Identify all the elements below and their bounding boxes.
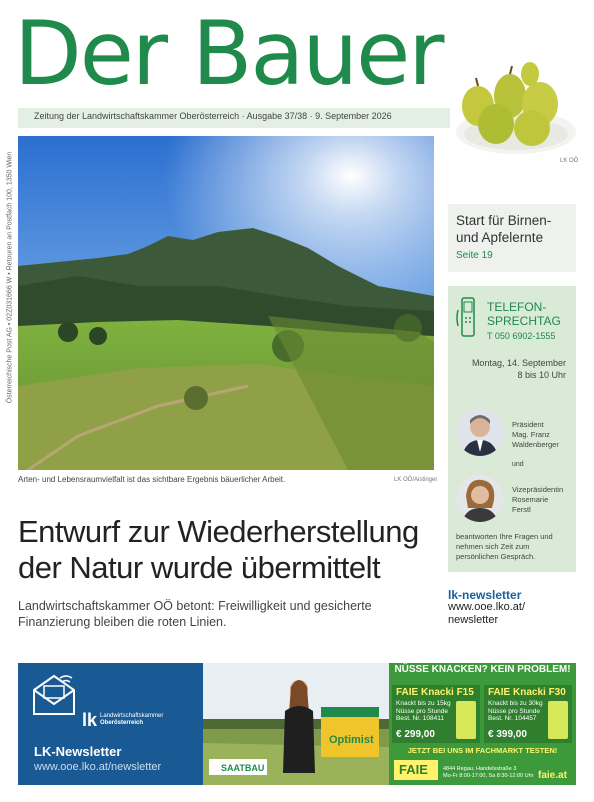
teaser-page-ref: Seite 19 — [456, 250, 493, 261]
product-name: FAIE Knacki F15 — [396, 687, 474, 698]
faie-cta[interactable]: JETZT BEI UNS IM FACHMARKT TESTEN! — [407, 746, 558, 755]
postal-note-text: Österreichische Post AG • 02Z031666 W • Retouren an Postfach 100, 1350 Wien — [6, 151, 14, 404]
faie-hours-line: Mo-Fr 8:00-17:00, Sa 8:30-12:00 Uhr — [443, 773, 534, 779]
person-line: Mag. Franz — [512, 430, 550, 439]
faie-logo — [394, 760, 438, 780]
newsletter-envelope-icon — [30, 672, 78, 718]
teaser-title — [456, 212, 551, 246]
avatar-vice-president — [456, 474, 504, 522]
pears-credit: LK OÖ — [560, 158, 579, 164]
product-description — [488, 700, 544, 723]
teaser-title-line: Start für Birnen- — [456, 213, 552, 228]
product-description — [396, 700, 452, 723]
product-order-number: Best. Nr. 108411 — [396, 715, 444, 722]
headline-line: der Natur wurde übermittelt — [18, 550, 381, 585]
product-desc-text: Knackt bis zu 30kg Nüsse pro Stunde — [488, 700, 543, 715]
saatbau-product: Optimist — [329, 734, 374, 746]
headline-line: Entwurf zur Wiederherstellung — [18, 514, 419, 549]
newsletter-url-line: newsletter — [448, 614, 499, 626]
lk-ad-title: LK-Newsletter — [34, 744, 122, 759]
article-headline[interactable] — [18, 514, 448, 586]
pear-harvest-teaser[interactable] — [448, 204, 576, 272]
faie-address — [443, 766, 534, 780]
article-standfirst — [18, 598, 438, 630]
product-price: € 299,00 — [396, 729, 435, 740]
faie-product-card[interactable] — [484, 685, 572, 743]
lk-logo: lk — [82, 710, 98, 730]
person-line: Vizepräsidentin — [512, 485, 564, 494]
phone-icon — [456, 296, 478, 340]
faie-headline: NÜSSE KNACKEN? KEIN PROBLEM! — [394, 664, 571, 675]
issue-subline-text: Zeitung der Landwirtschaftskammer Oberösterreich · Ausgabe 37/38 · 9. September 2026 — [34, 111, 392, 121]
person-line: Waldenberger — [512, 440, 559, 449]
phone-day-title-line: SPRECHTAG — [487, 314, 561, 328]
newsletter-url[interactable] — [448, 601, 525, 627]
product-name: FAIE Knacki F30 — [488, 687, 566, 698]
phone-day-date-line: Montag, 14. September — [471, 358, 566, 368]
lk-org-region: Oberösterreich — [100, 720, 144, 726]
phone-day-date — [466, 357, 566, 381]
phone-day-time-line: 8 bis 10 Uhr — [517, 370, 566, 380]
teaser-title-line: und Apfelernte — [456, 230, 544, 245]
avatar-president — [456, 408, 504, 456]
lk-org-name: Landwirtschaftskammer — [100, 713, 164, 719]
photo-credit: LK OÖ/Aistinger — [394, 477, 438, 483]
product-order-number: Best. Nr. 104457 — [488, 715, 537, 722]
vice-president-name — [512, 485, 563, 515]
newsletter-url-line: www.ooe.lko.at/ — [448, 601, 526, 613]
product-desc-text: Knackt bis zu 15kg Nüsse pro Stunde — [396, 700, 451, 715]
pears-image — [448, 60, 578, 160]
newsletter-title[interactable]: lk-newsletter — [448, 588, 522, 602]
connector-text: und — [512, 461, 524, 468]
phone-day-title — [487, 300, 561, 328]
faie-address-line: 4844 Regau, Handelsstraße 3 — [443, 766, 517, 772]
landscape-photo — [18, 136, 434, 470]
person-line: Rosemarie — [512, 495, 549, 504]
nut-cracker-machine-image — [456, 701, 476, 739]
standfirst-line: Landwirtschaftskammer OÖ betont: Freiwilligkeit und gesicherte — [18, 599, 372, 613]
lk-ad-url[interactable]: www.ooe.lko.at/newsletter — [34, 761, 162, 773]
phone-day-title-line: TELEFON- — [487, 300, 547, 314]
nut-cracker-machine-image — [548, 701, 568, 739]
product-price: € 399,00 — [488, 729, 527, 740]
person-line: Präsident — [512, 420, 544, 429]
issue-subline — [18, 108, 450, 128]
phone-day-description: beantworten Ihre Fragen und nehmen sich Zeit zum persönlichen Gespräch. — [456, 532, 553, 561]
faie-website[interactable]: faie.at — [538, 770, 567, 781]
masthead-title: Der Bauer — [14, 2, 443, 105]
phone-number[interactable]: T 050 6902-1555 — [487, 331, 556, 341]
saatbau-ad[interactable] — [203, 663, 389, 785]
faie-logo-text: FAIE — [399, 762, 428, 777]
photo-caption: Arten- und Lebensraumvielfalt ist das sichtbare Ergebnis bäuerlicher Arbeit. — [18, 475, 286, 484]
saatbau-brand: SAATBAU — [221, 763, 265, 773]
standfirst-line: Finanzierung bleiben die roten Linien. — [18, 615, 227, 629]
president-name — [512, 420, 559, 450]
postal-note — [4, 140, 16, 420]
faie-product-card[interactable] — [392, 685, 480, 743]
person-line: Ferstl — [512, 505, 531, 514]
